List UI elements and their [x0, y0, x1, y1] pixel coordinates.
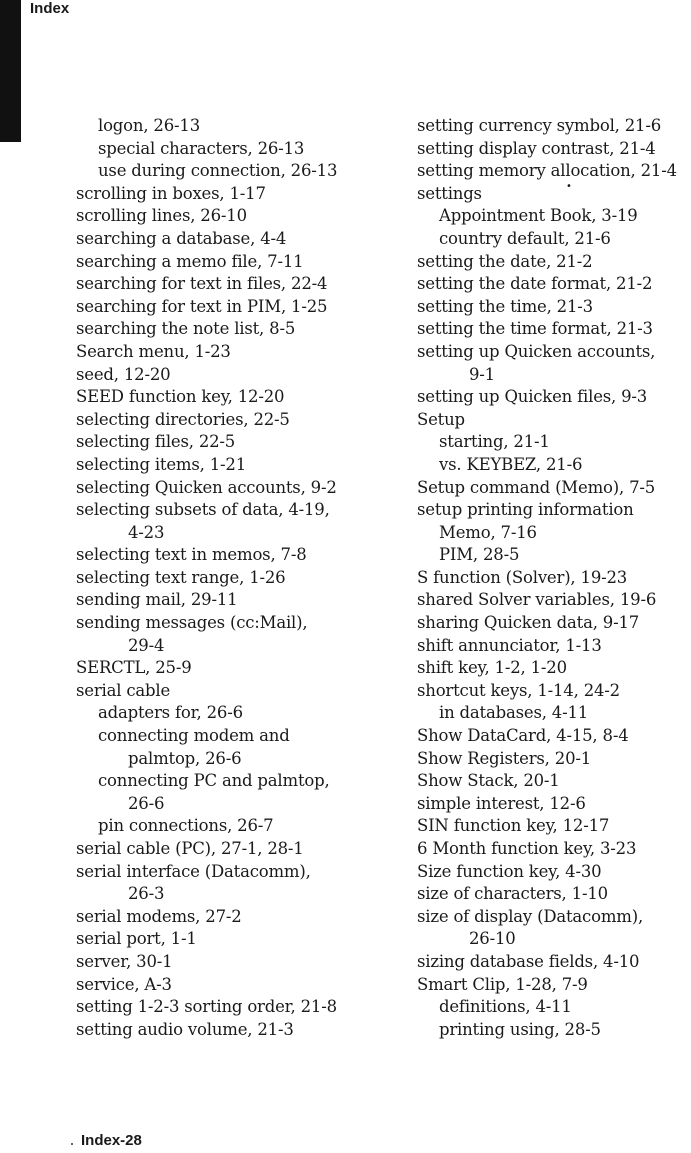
index-entry: scrolling in boxes, 1-17 [76, 183, 266, 203]
index-entry: setting the date, 21-2 [417, 251, 593, 271]
index-column-right [417, 115, 677, 1041]
index-entry: setting up Quicken accounts, [417, 341, 656, 361]
index-entry: selecting text in memos, 7-8 [76, 545, 307, 565]
index-entry: Size function key, 4-30 [417, 861, 602, 881]
index-entry: SIN function key, 12-17 [417, 816, 610, 836]
index-entry: shortcut keys, 1-14, 24-2 [417, 680, 620, 700]
index-entry: selecting files, 22-5 [76, 432, 236, 452]
index-entry: SERCTL, 25-9 [76, 658, 192, 678]
index-entry: size of characters, 1-10 [417, 884, 608, 904]
index-subentry: starting, 21-1 [439, 432, 550, 452]
index-entry: simple interest, 12-6 [417, 793, 586, 813]
index-entry: searching for text in files, 22-4 [76, 274, 328, 294]
index-entry: selecting text range, 1-26 [76, 567, 286, 587]
index-entry: 6 Month function key, 3-23 [417, 839, 637, 858]
index-entry: setting memory allocation, 21-4 [417, 161, 677, 181]
index-entry: Show Registers, 20-1 [417, 748, 592, 768]
index-entry: S function (Solver), 19-23 [417, 567, 628, 587]
index-entry: Show Stack, 20-1 [417, 771, 560, 791]
index-continuation: 9-1 [469, 364, 495, 384]
index-entry: Show DataCard, 4-15, 8-4 [417, 726, 629, 746]
index-entry: searching a database, 4-4 [76, 228, 287, 248]
index-entry: serial cable (PC), 27-1, 28-1 [76, 839, 304, 858]
index-entry: sending mail, 29-11 [76, 590, 238, 610]
index-entry: serial cable [76, 680, 171, 700]
index-entry: Setup command (Memo), 7-5 [417, 477, 656, 497]
index-entry: setting currency symbol, 21-6 [417, 116, 662, 135]
index-edge-tab [0, 0, 21, 142]
index-entry: settings [417, 183, 482, 203]
index-subentry: printing using, 28-5 [439, 1019, 601, 1039]
index-subentry: definitions, 4-11 [439, 997, 572, 1017]
index-entry: setting up Quicken files, 9-3 [417, 387, 648, 407]
index-subentry: vs. KEYBEZ, 21-6 [439, 454, 583, 474]
index-entry: setting 1-2-3 sorting order, 21-8 [76, 997, 337, 1017]
index-entry: serial interface (Datacomm), [76, 861, 311, 881]
index-entry: service, A-3 [76, 974, 172, 994]
stray-print-mark: • [566, 181, 572, 192]
index-subentry: connecting modem and [98, 726, 290, 746]
running-header: Index [30, 0, 70, 17]
index-column-left [76, 115, 337, 1041]
index-subentry: Memo, 7-16 [439, 522, 537, 542]
index-entry: seed, 12-20 [76, 364, 171, 384]
index-entry: sharing Quicken data, 9-17 [417, 613, 640, 633]
index-entry: Smart Clip, 1-28, 7-9 [417, 974, 588, 994]
index-subentry: in databases, 4-11 [439, 703, 589, 723]
index-entry: serial modems, 27-2 [76, 906, 242, 926]
index-entry: scrolling lines, 26-10 [76, 206, 247, 226]
index-continuation: 4-23 [128, 522, 165, 542]
index-entry: selecting Quicken accounts, 9-2 [76, 477, 337, 497]
footer-tick-mark [71, 1143, 73, 1145]
index-entry: setting audio volume, 21-3 [76, 1019, 294, 1039]
index-entry: searching for text in PIM, 1-25 [76, 296, 328, 316]
index-entry: shared Solver variables, 19-6 [417, 590, 657, 610]
index-subentry: adapters for, 26-6 [98, 703, 243, 723]
index-entry: sending messages (cc:Mail), [76, 613, 308, 633]
index-subentry: special characters, 26-13 [98, 138, 305, 158]
index-entry: selecting directories, 22-5 [76, 409, 290, 429]
index-subentry: PIM, 28-5 [439, 545, 520, 565]
index-entry: sizing database fields, 4-10 [417, 951, 640, 971]
index-entry: shift annunciator, 1-13 [417, 635, 602, 655]
index-subentry: Appointment Book, 3-19 [439, 206, 638, 226]
index-entry: SEED function key, 12-20 [76, 387, 285, 407]
index-entry: setting display contrast, 21-4 [417, 138, 656, 158]
index-entry: selecting subsets of data, 4-19, [76, 500, 330, 520]
index-subentry: logon, 26-13 [98, 116, 200, 135]
index-continuation: palmtop, 26-6 [128, 748, 242, 768]
index-subentry: pin connections, 26-7 [98, 816, 274, 836]
index-entry: selecting items, 1-21 [76, 454, 247, 474]
index-entry: Setup [417, 409, 465, 429]
index-entry: Search menu, 1-23 [76, 341, 231, 361]
index-subentry: country default, 21-6 [439, 228, 611, 248]
index-entry: setting the time format, 21-3 [417, 319, 653, 339]
index-entry: setup printing information [417, 500, 634, 520]
index-entry: server, 30-1 [76, 951, 173, 971]
index-continuation: 26-3 [128, 884, 165, 904]
index-continuation: 26-10 [469, 929, 516, 949]
index-continuation: 26-6 [128, 793, 165, 813]
index-entry: setting the time, 21-3 [417, 296, 593, 316]
index-subentry: connecting PC and palmtop, [98, 771, 330, 791]
index-entry: shift key, 1-2, 1-20 [417, 658, 567, 678]
index-continuation: 29-4 [128, 635, 165, 655]
index-subentry: use during connection, 26-13 [98, 161, 338, 181]
index-entry: setting the date format, 21-2 [417, 274, 653, 294]
index-entry: searching a memo file, 7-11 [76, 251, 304, 271]
index-entry: serial port, 1-1 [76, 929, 197, 949]
index-entry: size of display (Datacomm), [417, 906, 644, 926]
page-number-label: Index-28 [81, 1132, 142, 1149]
index-entry: searching the note list, 8-5 [76, 319, 296, 339]
